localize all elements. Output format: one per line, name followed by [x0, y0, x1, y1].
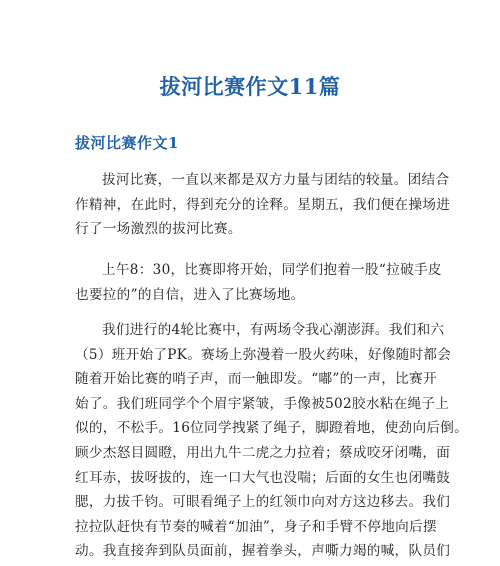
paragraph-line: 似的，不松手。16位同学拽紧了绳子，脚蹬着地，使劲向后倒。 — [75, 420, 469, 437]
paragraph-line: 动。我直接奔到队员面前，握着拳头，声嘶力竭的喊，队员们 — [75, 543, 451, 560]
section-heading: 拔河比赛作文1 — [75, 134, 179, 152]
paragraph-2 — [75, 258, 440, 307]
paragraph-line: 红耳赤，拔呀拔的，连一口大气也没喘；后面的女生也闭嘴鼓 — [75, 469, 451, 486]
paragraph-line: 我们进行的4轮比赛中，有两场令我心潮澎湃。我们和六 — [102, 322, 445, 338]
paragraph-line: 腮，力拔千钧。可眼看绳子上的红领巾向对方这边移去。我们 — [75, 494, 451, 511]
paragraph-line: 也要拉的”的自信，进入了比赛场地。 — [75, 286, 305, 303]
paragraph-line: 随着开始比赛的哨子声，而一触即发。“嘟”的一声，比赛开 — [75, 371, 437, 388]
paragraph-3 — [75, 318, 469, 564]
document-title: 拔河比赛作文11篇 — [159, 74, 341, 99]
paragraph-line: 作精神，在此时，得到充分的诠释。星期五，我们便在操场进 — [75, 196, 451, 213]
paragraph-line: 拉拉队赶快有节奏的喊着“加油”，身子和手臂不停地向后摆 — [75, 518, 437, 535]
paragraph-line: 始了。我们班同学个个眉宇紧皱，手像被502胶水粘在绳子上 — [75, 395, 450, 412]
paragraph-line: 行了一场激烈的拔河比赛。 — [75, 221, 242, 238]
paragraph-line: （5）班开始了PK。赛场上弥漫着一股火药味，好像随时都会 — [75, 346, 452, 363]
paragraph-line: 顾少杰怒目圆瞪，用出九牛二虎之力拉着；蔡成咬牙闭嘴，面 — [75, 444, 451, 461]
paragraph-line: 上午8：30，比赛即将开始，同学们抱着一股“拉破手皮 — [102, 262, 442, 278]
paragraph-line: 拔河比赛，一直以来都是双方力量与团结的较量。团结合 — [102, 172, 450, 188]
paragraph-1 — [75, 168, 451, 242]
